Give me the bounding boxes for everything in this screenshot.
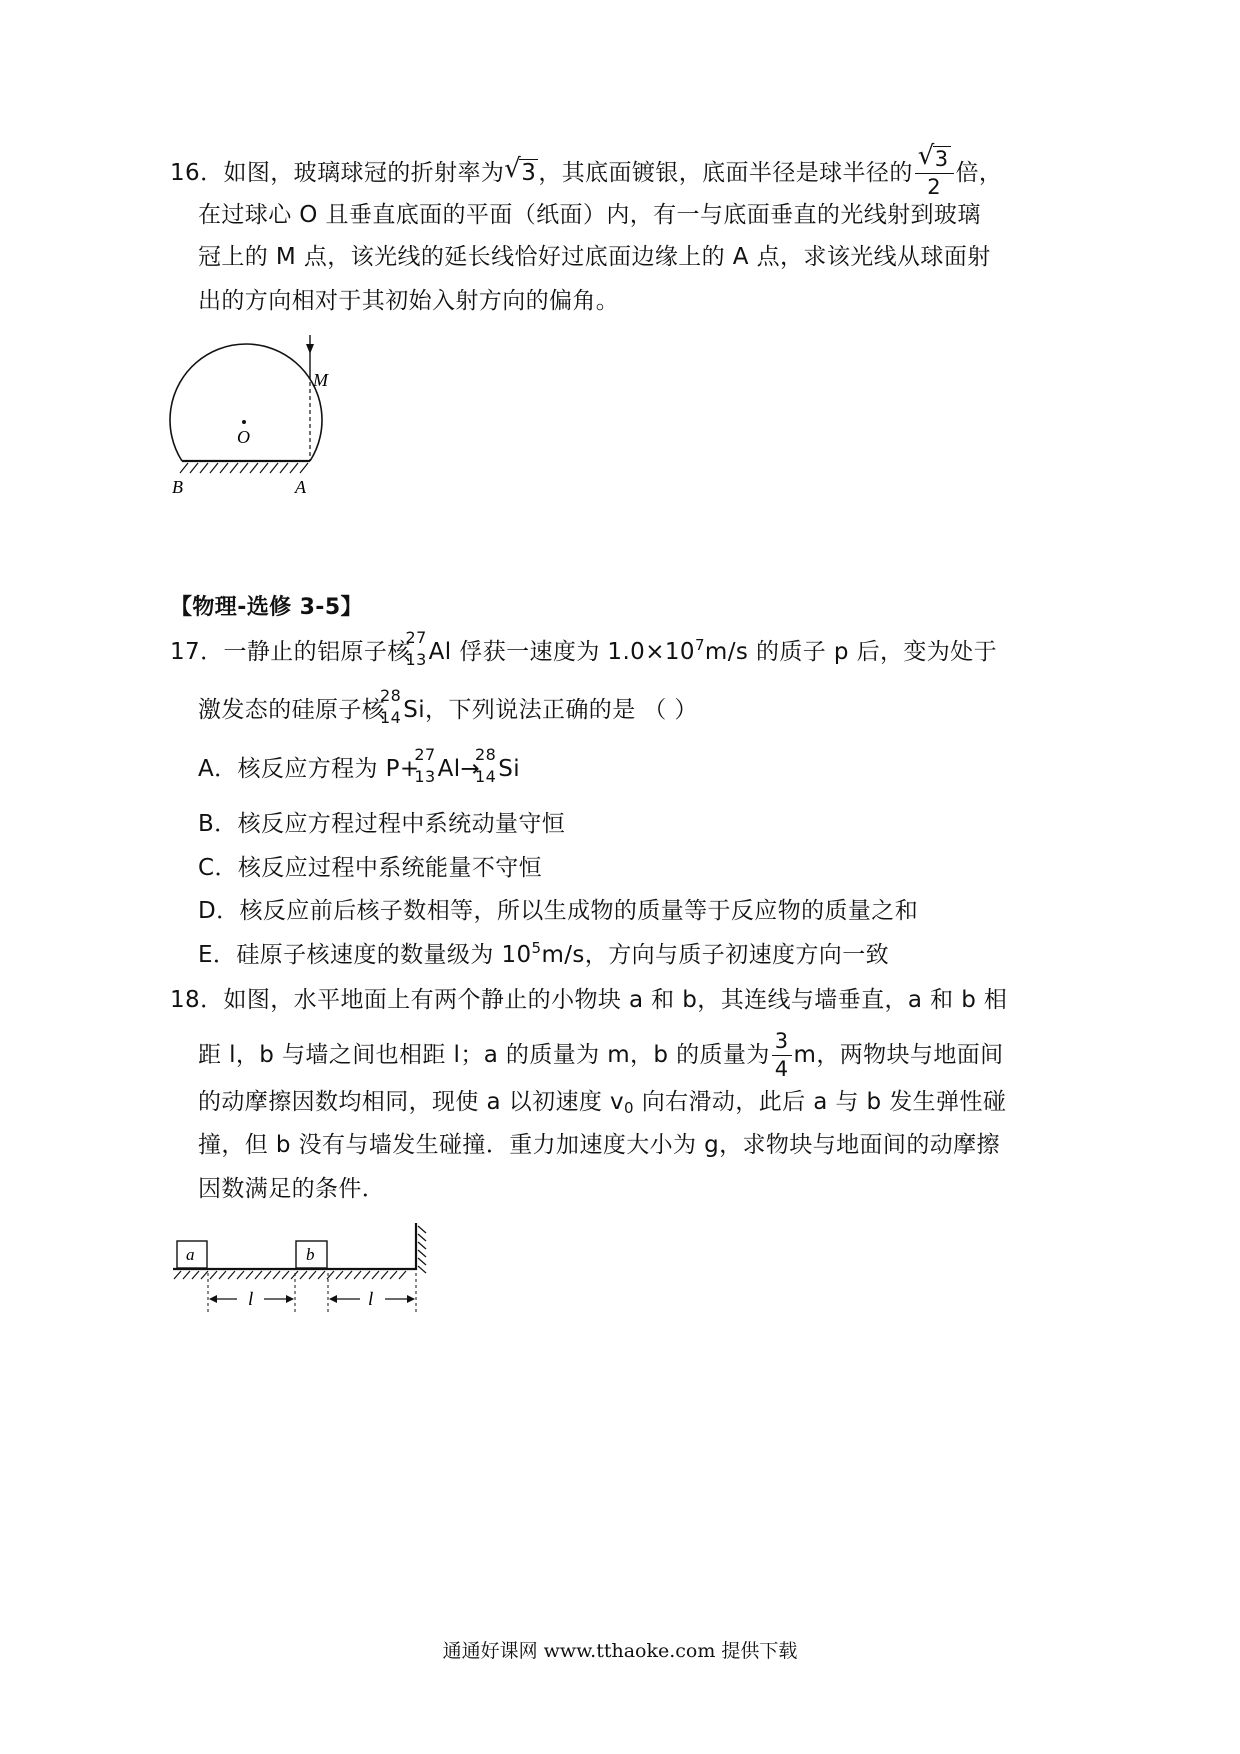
label-l-1: l	[248, 1289, 254, 1310]
q17-option-b: B．核反应方程过程中系统动量守恒	[198, 811, 566, 837]
q16-line-4: 出的方向相对于其初始入射方向的偏角。	[198, 288, 620, 314]
label-O: O	[237, 427, 250, 447]
section-heading: 【物理-选修 3-5】	[170, 595, 363, 620]
q16-number: 16．	[170, 160, 224, 187]
q18-figure-blocks-and-wall	[165, 1218, 445, 1318]
q18-line-5: 因数满足的条件．	[198, 1176, 386, 1202]
q18-line-3: 的动摩擦因数均相同，现使 a 以初速度 $v_0$ 向右滑动，此后 a 与 b 发生弹性碰	[198, 1089, 1007, 1117]
q16-line-3: 冠上的 M 点，该光线的延长线恰好过底面边缘上的 A 点，求该光线从球面射	[198, 244, 991, 270]
q16-line-1: 16．如图，玻璃球冠的折射率为 √ 3，其底面镀银，底面半径是球半径的 √ 3 2 倍，	[170, 141, 1003, 200]
sqrt-3: √ 3	[504, 154, 537, 187]
label-B: B	[172, 477, 183, 497]
q18-line-4: 撞，但 b 没有与墙发生碰撞．重力加速度大小为 g，求物块与地面间的动摩擦	[198, 1132, 1000, 1158]
label-a: a	[186, 1245, 195, 1264]
label-b: b	[306, 1245, 315, 1264]
q16-figure-glass-sphere-cap	[160, 330, 360, 505]
fraction-sqrt3-over-2: √ 3 2	[915, 148, 954, 199]
aluminum-nucleus-option-a: 27 13 Al	[414, 745, 461, 786]
silicon-nucleus: 28 14 Si	[380, 686, 425, 727]
q17-number: 17．	[170, 639, 224, 665]
q18-line-1: 18．如图，水平地面上有两个静止的小物块 a 和 b，其连线与墙垂直，a 和 b 相	[170, 987, 1008, 1013]
q17-option-e: E．硅原子核速度的数量级为 $10^5m/s$，方向与质子初速度方向一致	[198, 939, 890, 968]
fraction-3-over-4: $\frac{3}{4}$	[772, 1030, 792, 1081]
q17-line-2: 激发态的硅原子核 28 14 Si，下列说法正确的是 （ ）	[198, 686, 698, 727]
q18-line-2: 距 l，b 与墙之间也相距 l；a 的质量为 m，b 的质量为 $\frac{3}{4}$ m，两物块与地面间	[198, 1029, 1004, 1082]
q17-option-c: C．核反应过程中系统能量不守恒	[198, 855, 543, 881]
q17-option-d: D．核反应前后核子数相等，所以生成物的质量等于反应物的质量之和	[198, 898, 919, 924]
label-M: M	[313, 370, 328, 390]
q18-number: 18．	[170, 987, 224, 1013]
q17-option-a: A．核反应方程为 P+ 27 13 Al→ 28 14 Si	[198, 745, 520, 786]
q17-line-1: 17．一静止的铝原子核 27 13 Al 俘获一速度为 $1.0\times 10^7m/s$ 的质子 p 后，变为处于	[170, 628, 997, 669]
aluminum-nucleus: 27 13 Al	[405, 628, 452, 669]
label-l-2: l	[368, 1289, 374, 1310]
page-footer: 通通好课网 www.tthaoke.com 提供下载	[442, 1640, 798, 1662]
q16-line-2: 在过球心 O 且垂直底面的平面（纸面）内，有一与底面垂直的光线射到玻璃	[198, 202, 981, 228]
silicon-nucleus-option-a: 28 14 Si	[475, 745, 520, 786]
label-A: A	[295, 477, 306, 497]
